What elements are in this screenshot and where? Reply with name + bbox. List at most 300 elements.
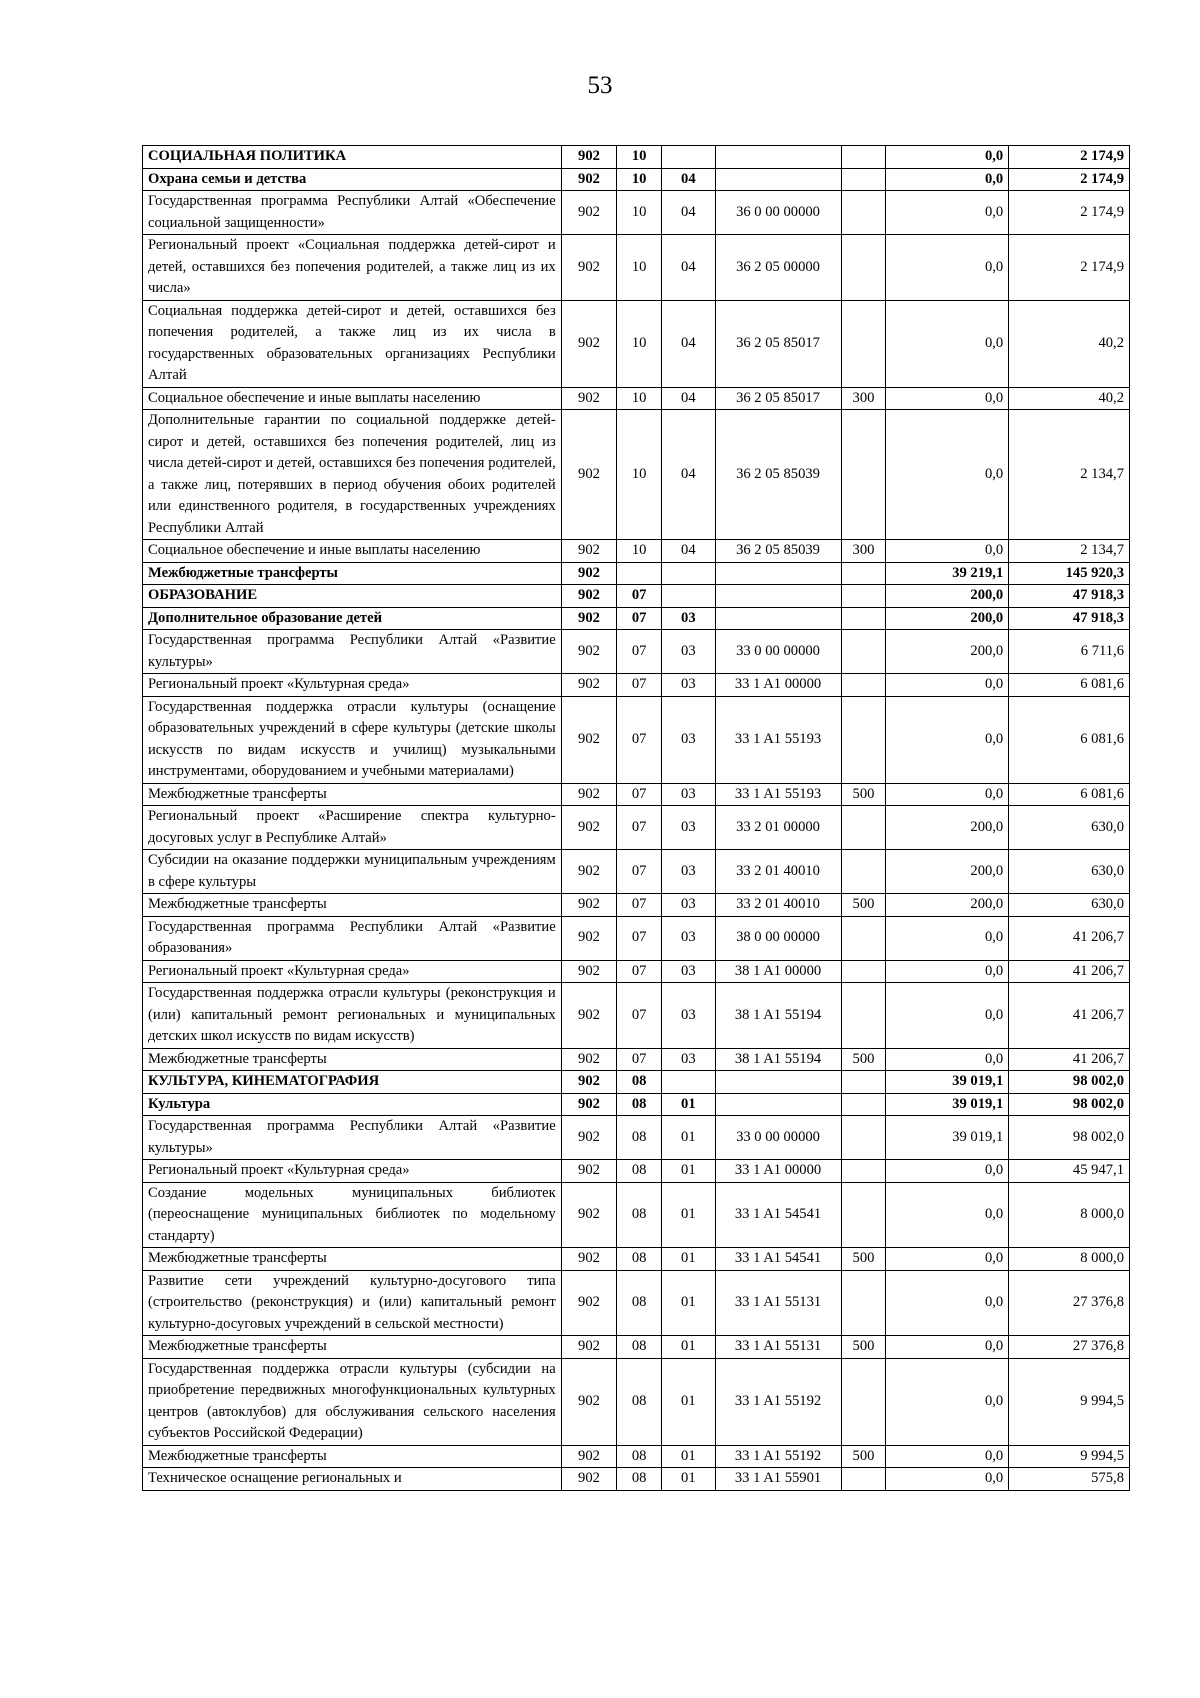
target-article-cell xyxy=(715,1093,841,1116)
table-row xyxy=(143,562,1130,585)
subsection-code-cell: 03 xyxy=(662,1048,715,1071)
amount-2-cell: 98 002,0 xyxy=(1009,1116,1130,1160)
target-article-cell: 33 1 A1 55131 xyxy=(715,1270,841,1336)
grbs-code-cell: 902 xyxy=(561,674,617,697)
row-name-cell: Дополнительные гарантии по социальной поддержке детей-сирот и детей, оставшихся без попечения родителей, лиц из числа детей-сирот и детей, оставшихся без попечения родителей, а также лиц, потерявших в период обучения обоих родителей или единственного родителя, в государственных учреждениях Республики Алтай xyxy=(143,410,562,540)
amount-2-cell: 2 134,7 xyxy=(1009,540,1130,563)
target-article-cell: 36 2 05 85017 xyxy=(715,387,841,410)
amount-2-cell: 6 081,6 xyxy=(1009,674,1130,697)
subsection-code-cell: 04 xyxy=(662,540,715,563)
expense-type-cell xyxy=(841,1270,886,1336)
target-article-cell: 36 2 05 85039 xyxy=(715,540,841,563)
table-row xyxy=(143,1071,1130,1094)
table-row xyxy=(143,540,1130,563)
table-row xyxy=(143,168,1130,191)
amount-2-cell: 40,2 xyxy=(1009,300,1130,387)
grbs-code-cell: 902 xyxy=(561,1182,617,1248)
grbs-code-cell: 902 xyxy=(561,1093,617,1116)
row-name-cell: Техническое оснащение региональных и xyxy=(143,1468,562,1491)
expense-type-cell xyxy=(841,696,886,783)
amount-2-cell: 98 002,0 xyxy=(1009,1071,1130,1094)
amount-1-cell: 0,0 xyxy=(886,1445,1009,1468)
subsection-code-cell: 04 xyxy=(662,191,715,235)
expense-type-cell xyxy=(841,1093,886,1116)
section-code-cell: 10 xyxy=(617,146,662,169)
expense-type-cell xyxy=(841,1468,886,1491)
table-row xyxy=(143,146,1130,169)
subsection-code-cell: 03 xyxy=(662,674,715,697)
expense-type-cell xyxy=(841,410,886,540)
subsection-code-cell: 01 xyxy=(662,1270,715,1336)
grbs-code-cell: 902 xyxy=(561,806,617,850)
section-code-cell: 10 xyxy=(617,191,662,235)
subsection-code-cell: 01 xyxy=(662,1445,715,1468)
table-row xyxy=(143,696,1130,783)
subsection-code-cell: 03 xyxy=(662,630,715,674)
subsection-code-cell: 04 xyxy=(662,410,715,540)
target-article-cell: 36 2 05 00000 xyxy=(715,235,841,301)
target-article-cell: 36 2 05 85039 xyxy=(715,410,841,540)
amount-2-cell: 9 994,5 xyxy=(1009,1358,1130,1445)
target-article-cell: 38 1 A1 55194 xyxy=(715,983,841,1049)
expense-type-cell xyxy=(841,983,886,1049)
grbs-code-cell: 902 xyxy=(561,696,617,783)
target-article-cell: 38 1 A1 55194 xyxy=(715,1048,841,1071)
grbs-code-cell: 902 xyxy=(561,146,617,169)
expense-type-cell: 300 xyxy=(841,540,886,563)
section-code-cell: 07 xyxy=(617,585,662,608)
table-row xyxy=(143,191,1130,235)
amount-1-cell: 0,0 xyxy=(886,916,1009,960)
expense-type-cell xyxy=(841,850,886,894)
amount-1-cell: 0,0 xyxy=(886,783,1009,806)
amount-1-cell: 0,0 xyxy=(886,1358,1009,1445)
amount-2-cell: 8 000,0 xyxy=(1009,1182,1130,1248)
row-name-cell: Межбюджетные трансферты xyxy=(143,562,562,585)
target-article-cell: 33 1 A1 54541 xyxy=(715,1248,841,1271)
subsection-code-cell: 03 xyxy=(662,806,715,850)
amount-1-cell: 0,0 xyxy=(886,674,1009,697)
subsection-code-cell xyxy=(662,585,715,608)
target-article-cell xyxy=(715,562,841,585)
row-name-cell: Создание модельных муниципальных библиотек (переоснащение муниципальных библиотек по модельному стандарту) xyxy=(143,1182,562,1248)
row-name-cell: Социальное обеспечение и иные выплаты населению xyxy=(143,540,562,563)
amount-1-cell: 200,0 xyxy=(886,894,1009,917)
subsection-code-cell: 03 xyxy=(662,983,715,1049)
amount-2-cell: 2 174,9 xyxy=(1009,146,1130,169)
table-row xyxy=(143,916,1130,960)
section-code-cell: 08 xyxy=(617,1116,662,1160)
table-row xyxy=(143,850,1130,894)
row-name-cell: Государственная поддержка отрасли культуры (субсидии на приобретение передвижных многофункциональных культурных центров (автоклубов) для обслуживания сельского населения субъектов Российской Федерации) xyxy=(143,1358,562,1445)
subsection-code-cell: 01 xyxy=(662,1093,715,1116)
expense-type-cell xyxy=(841,146,886,169)
amount-2-cell: 145 920,3 xyxy=(1009,562,1130,585)
grbs-code-cell: 902 xyxy=(561,191,617,235)
table-row xyxy=(143,1358,1130,1445)
section-code-cell: 07 xyxy=(617,783,662,806)
amount-2-cell: 40,2 xyxy=(1009,387,1130,410)
section-code-cell: 10 xyxy=(617,410,662,540)
target-article-cell xyxy=(715,1071,841,1094)
target-article-cell xyxy=(715,168,841,191)
target-article-cell: 33 2 01 00000 xyxy=(715,806,841,850)
section-code-cell: 07 xyxy=(617,983,662,1049)
row-name-cell: Межбюджетные трансферты xyxy=(143,1048,562,1071)
amount-1-cell: 0,0 xyxy=(886,1248,1009,1271)
section-code-cell: 07 xyxy=(617,607,662,630)
row-name-cell: Региональный проект «Культурная среда» xyxy=(143,1160,562,1183)
grbs-code-cell: 902 xyxy=(561,960,617,983)
section-code-cell: 08 xyxy=(617,1160,662,1183)
amount-1-cell: 0,0 xyxy=(886,1336,1009,1359)
expense-type-cell xyxy=(841,191,886,235)
table-row xyxy=(143,630,1130,674)
section-code-cell: 08 xyxy=(617,1468,662,1491)
table-row xyxy=(143,1248,1130,1271)
subsection-code-cell: 04 xyxy=(662,300,715,387)
amount-2-cell: 98 002,0 xyxy=(1009,1093,1130,1116)
grbs-code-cell: 902 xyxy=(561,983,617,1049)
subsection-code-cell: 01 xyxy=(662,1358,715,1445)
expense-type-cell xyxy=(841,1160,886,1183)
grbs-code-cell: 902 xyxy=(561,387,617,410)
section-code-cell: 08 xyxy=(617,1445,662,1468)
subsection-code-cell: 04 xyxy=(662,168,715,191)
amount-1-cell: 200,0 xyxy=(886,806,1009,850)
budget-table xyxy=(142,145,1130,1491)
row-name-cell: Межбюджетные трансферты xyxy=(143,1445,562,1468)
grbs-code-cell: 902 xyxy=(561,168,617,191)
section-code-cell: 07 xyxy=(617,960,662,983)
grbs-code-cell: 902 xyxy=(561,540,617,563)
expense-type-cell: 500 xyxy=(841,1445,886,1468)
table-row xyxy=(143,674,1130,697)
table-row xyxy=(143,1093,1130,1116)
target-article-cell: 33 1 A1 00000 xyxy=(715,1160,841,1183)
expense-type-cell xyxy=(841,674,886,697)
subsection-code-cell: 01 xyxy=(662,1116,715,1160)
target-article-cell xyxy=(715,146,841,169)
amount-2-cell: 27 376,8 xyxy=(1009,1336,1130,1359)
row-name-cell: Региональный проект «Культурная среда» xyxy=(143,960,562,983)
target-article-cell: 33 0 00 00000 xyxy=(715,630,841,674)
grbs-code-cell: 902 xyxy=(561,300,617,387)
subsection-code-cell xyxy=(662,146,715,169)
amount-1-cell: 200,0 xyxy=(886,585,1009,608)
grbs-code-cell: 902 xyxy=(561,1071,617,1094)
subsection-code-cell: 01 xyxy=(662,1248,715,1271)
table-row xyxy=(143,1468,1130,1491)
amount-1-cell: 0,0 xyxy=(886,300,1009,387)
page-number: 53 xyxy=(587,72,613,99)
section-code-cell: 07 xyxy=(617,894,662,917)
target-article-cell: 33 0 00 00000 xyxy=(715,1116,841,1160)
table-row xyxy=(143,783,1130,806)
target-article-cell: 33 1 A1 55901 xyxy=(715,1468,841,1491)
section-code-cell: 08 xyxy=(617,1093,662,1116)
table-row xyxy=(143,235,1130,301)
subsection-code-cell: 04 xyxy=(662,235,715,301)
amount-2-cell: 41 206,7 xyxy=(1009,983,1130,1049)
grbs-code-cell: 902 xyxy=(561,1248,617,1271)
grbs-code-cell: 902 xyxy=(561,894,617,917)
row-name-cell: Государственная программа Республики Алтай «Развитие культуры» xyxy=(143,630,562,674)
row-name-cell: Субсидии на оказание поддержки муниципальным учреждениям в сфере культуры xyxy=(143,850,562,894)
row-name-cell: Государственная поддержка отрасли культуры (реконструкция и (или) капитальный ремонт региональных и муниципальных детских школ искусств по видам искусств) xyxy=(143,983,562,1049)
section-code-cell xyxy=(617,562,662,585)
amount-2-cell: 45 947,1 xyxy=(1009,1160,1130,1183)
row-name-cell: ОБРАЗОВАНИЕ xyxy=(143,585,562,608)
amount-1-cell: 0,0 xyxy=(886,410,1009,540)
grbs-code-cell: 902 xyxy=(561,410,617,540)
grbs-code-cell: 902 xyxy=(561,1048,617,1071)
section-code-cell: 08 xyxy=(617,1336,662,1359)
amount-1-cell: 0,0 xyxy=(886,696,1009,783)
grbs-code-cell: 902 xyxy=(561,1270,617,1336)
section-code-cell: 10 xyxy=(617,235,662,301)
section-code-cell: 10 xyxy=(617,540,662,563)
row-name-cell: Межбюджетные трансферты xyxy=(143,783,562,806)
table-row xyxy=(143,410,1130,540)
expense-type-cell xyxy=(841,960,886,983)
amount-1-cell: 200,0 xyxy=(886,850,1009,894)
amount-1-cell: 0,0 xyxy=(886,146,1009,169)
amount-1-cell: 39 219,1 xyxy=(886,562,1009,585)
expense-type-cell xyxy=(841,300,886,387)
amount-1-cell: 39 019,1 xyxy=(886,1093,1009,1116)
amount-2-cell: 8 000,0 xyxy=(1009,1248,1130,1271)
subsection-code-cell: 03 xyxy=(662,916,715,960)
amount-1-cell: 39 019,1 xyxy=(886,1116,1009,1160)
grbs-code-cell: 902 xyxy=(561,1160,617,1183)
amount-1-cell: 0,0 xyxy=(886,540,1009,563)
target-article-cell: 38 0 00 00000 xyxy=(715,916,841,960)
table-row xyxy=(143,1182,1130,1248)
row-name-cell: Социальная поддержка детей-сирот и детей, оставшихся без попечения родителей, а также лиц из их числа в государственных образовательных организациях Республики Алтай xyxy=(143,300,562,387)
section-code-cell: 07 xyxy=(617,696,662,783)
section-code-cell: 07 xyxy=(617,916,662,960)
row-name-cell: Государственная программа Республики Алтай «Обеспечение социальной защищенности» xyxy=(143,191,562,235)
amount-2-cell: 630,0 xyxy=(1009,894,1130,917)
expense-type-cell: 500 xyxy=(841,894,886,917)
amount-2-cell: 41 206,7 xyxy=(1009,1048,1130,1071)
subsection-code-cell: 03 xyxy=(662,960,715,983)
grbs-code-cell: 902 xyxy=(561,850,617,894)
amount-1-cell: 0,0 xyxy=(886,168,1009,191)
amount-2-cell: 6 081,6 xyxy=(1009,696,1130,783)
target-article-cell: 33 2 01 40010 xyxy=(715,850,841,894)
section-code-cell: 07 xyxy=(617,630,662,674)
amount-1-cell: 200,0 xyxy=(886,630,1009,674)
row-name-cell: Государственная программа Республики Алтай «Развитие образования» xyxy=(143,916,562,960)
amount-1-cell: 0,0 xyxy=(886,191,1009,235)
section-code-cell: 10 xyxy=(617,387,662,410)
table-row xyxy=(143,585,1130,608)
section-code-cell: 08 xyxy=(617,1071,662,1094)
row-name-cell: Социальное обеспечение и иные выплаты населению xyxy=(143,387,562,410)
target-article-cell: 33 1 A1 54541 xyxy=(715,1182,841,1248)
budget-table-body xyxy=(143,146,1130,1491)
row-name-cell: Региональный проект «Культурная среда» xyxy=(143,674,562,697)
expense-type-cell: 500 xyxy=(841,783,886,806)
expense-type-cell: 500 xyxy=(841,1336,886,1359)
row-name-cell: Дополнительное образование детей xyxy=(143,607,562,630)
section-code-cell: 08 xyxy=(617,1248,662,1271)
section-code-cell: 10 xyxy=(617,300,662,387)
table-row xyxy=(143,1270,1130,1336)
subsection-code-cell: 01 xyxy=(662,1468,715,1491)
expense-type-cell xyxy=(841,916,886,960)
expense-type-cell: 500 xyxy=(841,1248,886,1271)
amount-2-cell: 6 081,6 xyxy=(1009,783,1130,806)
subsection-code-cell xyxy=(662,562,715,585)
table-row xyxy=(143,1336,1130,1359)
amount-2-cell: 630,0 xyxy=(1009,806,1130,850)
grbs-code-cell: 902 xyxy=(561,585,617,608)
amount-2-cell: 41 206,7 xyxy=(1009,960,1130,983)
amount-1-cell: 200,0 xyxy=(886,607,1009,630)
row-name-cell: Культура xyxy=(143,1093,562,1116)
table-row xyxy=(143,1048,1130,1071)
section-code-cell: 08 xyxy=(617,1182,662,1248)
table-row xyxy=(143,806,1130,850)
amount-1-cell: 0,0 xyxy=(886,1048,1009,1071)
grbs-code-cell: 902 xyxy=(561,1468,617,1491)
subsection-code-cell xyxy=(662,1071,715,1094)
amount-1-cell: 0,0 xyxy=(886,960,1009,983)
grbs-code-cell: 902 xyxy=(561,1336,617,1359)
expense-type-cell: 500 xyxy=(841,1048,886,1071)
target-article-cell: 38 1 A1 00000 xyxy=(715,960,841,983)
amount-2-cell: 47 918,3 xyxy=(1009,607,1130,630)
subsection-code-cell: 03 xyxy=(662,607,715,630)
table-row xyxy=(143,607,1130,630)
section-code-cell: 07 xyxy=(617,1048,662,1071)
grbs-code-cell: 902 xyxy=(561,562,617,585)
row-name-cell: Межбюджетные трансферты xyxy=(143,1336,562,1359)
expense-type-cell xyxy=(841,585,886,608)
subsection-code-cell: 04 xyxy=(662,387,715,410)
row-name-cell: Межбюджетные трансферты xyxy=(143,894,562,917)
target-article-cell: 33 2 01 40010 xyxy=(715,894,841,917)
subsection-code-cell: 01 xyxy=(662,1336,715,1359)
target-article-cell xyxy=(715,585,841,608)
expense-type-cell xyxy=(841,630,886,674)
amount-2-cell: 2 174,9 xyxy=(1009,191,1130,235)
amount-2-cell: 2 174,9 xyxy=(1009,235,1130,301)
table-row xyxy=(143,983,1130,1049)
row-name-cell: Государственная поддержка отрасли культуры (оснащение образовательных учреждений в сфере культуры (детские школы искусств по видам искусств и училищ) музыкальными инструментами, оборудованием и учебными материалами) xyxy=(143,696,562,783)
table-row xyxy=(143,960,1130,983)
grbs-code-cell: 902 xyxy=(561,607,617,630)
amount-1-cell: 0,0 xyxy=(886,387,1009,410)
target-article-cell: 33 1 A1 55193 xyxy=(715,696,841,783)
target-article-cell: 36 0 00 00000 xyxy=(715,191,841,235)
subsection-code-cell: 01 xyxy=(662,1160,715,1183)
amount-2-cell: 47 918,3 xyxy=(1009,585,1130,608)
row-name-cell: КУЛЬТУРА, КИНЕМАТОГРАФИЯ xyxy=(143,1071,562,1094)
amount-1-cell: 0,0 xyxy=(886,1270,1009,1336)
grbs-code-cell: 902 xyxy=(561,630,617,674)
subsection-code-cell: 03 xyxy=(662,850,715,894)
expense-type-cell xyxy=(841,235,886,301)
expense-type-cell xyxy=(841,806,886,850)
row-name-cell: СОЦИАЛЬНАЯ ПОЛИТИКА xyxy=(143,146,562,169)
expense-type-cell: 300 xyxy=(841,387,886,410)
section-code-cell: 08 xyxy=(617,1270,662,1336)
target-article-cell: 36 2 05 85017 xyxy=(715,300,841,387)
target-article-cell: 33 1 A1 00000 xyxy=(715,674,841,697)
table-row xyxy=(143,1160,1130,1183)
target-article-cell: 33 1 A1 55131 xyxy=(715,1336,841,1359)
grbs-code-cell: 902 xyxy=(561,235,617,301)
row-name-cell: Государственная программа Республики Алтай «Развитие культуры» xyxy=(143,1116,562,1160)
table-row xyxy=(143,387,1130,410)
target-article-cell: 33 1 A1 55192 xyxy=(715,1445,841,1468)
expense-type-cell xyxy=(841,607,886,630)
target-article-cell: 33 1 A1 55193 xyxy=(715,783,841,806)
grbs-code-cell: 902 xyxy=(561,916,617,960)
grbs-code-cell: 902 xyxy=(561,1116,617,1160)
row-name-cell: Региональный проект «Социальная поддержка детей-сирот и детей, оставшихся без попечения родителей, а также лиц из их числа» xyxy=(143,235,562,301)
subsection-code-cell: 03 xyxy=(662,783,715,806)
table-row xyxy=(143,1116,1130,1160)
grbs-code-cell: 902 xyxy=(561,783,617,806)
section-code-cell: 07 xyxy=(617,806,662,850)
amount-2-cell: 575,8 xyxy=(1009,1468,1130,1491)
amount-2-cell: 9 994,5 xyxy=(1009,1445,1130,1468)
amount-1-cell: 0,0 xyxy=(886,983,1009,1049)
amount-2-cell: 630,0 xyxy=(1009,850,1130,894)
section-code-cell: 10 xyxy=(617,168,662,191)
expense-type-cell xyxy=(841,1182,886,1248)
amount-2-cell: 2 174,9 xyxy=(1009,168,1130,191)
section-code-cell: 07 xyxy=(617,674,662,697)
expense-type-cell xyxy=(841,1071,886,1094)
expense-type-cell xyxy=(841,168,886,191)
subsection-code-cell: 03 xyxy=(662,696,715,783)
subsection-code-cell: 01 xyxy=(662,1182,715,1248)
row-name-cell: Развитие сети учреждений культурно-досугового типа (строительство (реконструкция) и (или) капитальный ремонт культурно-досуговых учреждений в сельской местности) xyxy=(143,1270,562,1336)
amount-1-cell: 0,0 xyxy=(886,235,1009,301)
amount-1-cell: 0,0 xyxy=(886,1468,1009,1491)
amount-2-cell: 41 206,7 xyxy=(1009,916,1130,960)
amount-1-cell: 0,0 xyxy=(886,1182,1009,1248)
grbs-code-cell: 902 xyxy=(561,1445,617,1468)
amount-2-cell: 27 376,8 xyxy=(1009,1270,1130,1336)
table-row xyxy=(143,894,1130,917)
amount-1-cell: 0,0 xyxy=(886,1160,1009,1183)
target-article-cell: 33 1 A1 55192 xyxy=(715,1358,841,1445)
expense-type-cell xyxy=(841,1358,886,1445)
subsection-code-cell: 03 xyxy=(662,894,715,917)
grbs-code-cell: 902 xyxy=(561,1358,617,1445)
section-code-cell: 08 xyxy=(617,1358,662,1445)
row-name-cell: Межбюджетные трансферты xyxy=(143,1248,562,1271)
amount-1-cell: 39 019,1 xyxy=(886,1071,1009,1094)
row-name-cell: Региональный проект «Расширение спектра культурно-досуговых услуг в Республике Алтай» xyxy=(143,806,562,850)
table-row xyxy=(143,300,1130,387)
table-row xyxy=(143,1445,1130,1468)
section-code-cell: 07 xyxy=(617,850,662,894)
target-article-cell xyxy=(715,607,841,630)
expense-type-cell xyxy=(841,562,886,585)
amount-2-cell: 6 711,6 xyxy=(1009,630,1130,674)
row-name-cell: Охрана семьи и детства xyxy=(143,168,562,191)
amount-2-cell: 2 134,7 xyxy=(1009,410,1130,540)
expense-type-cell xyxy=(841,1116,886,1160)
